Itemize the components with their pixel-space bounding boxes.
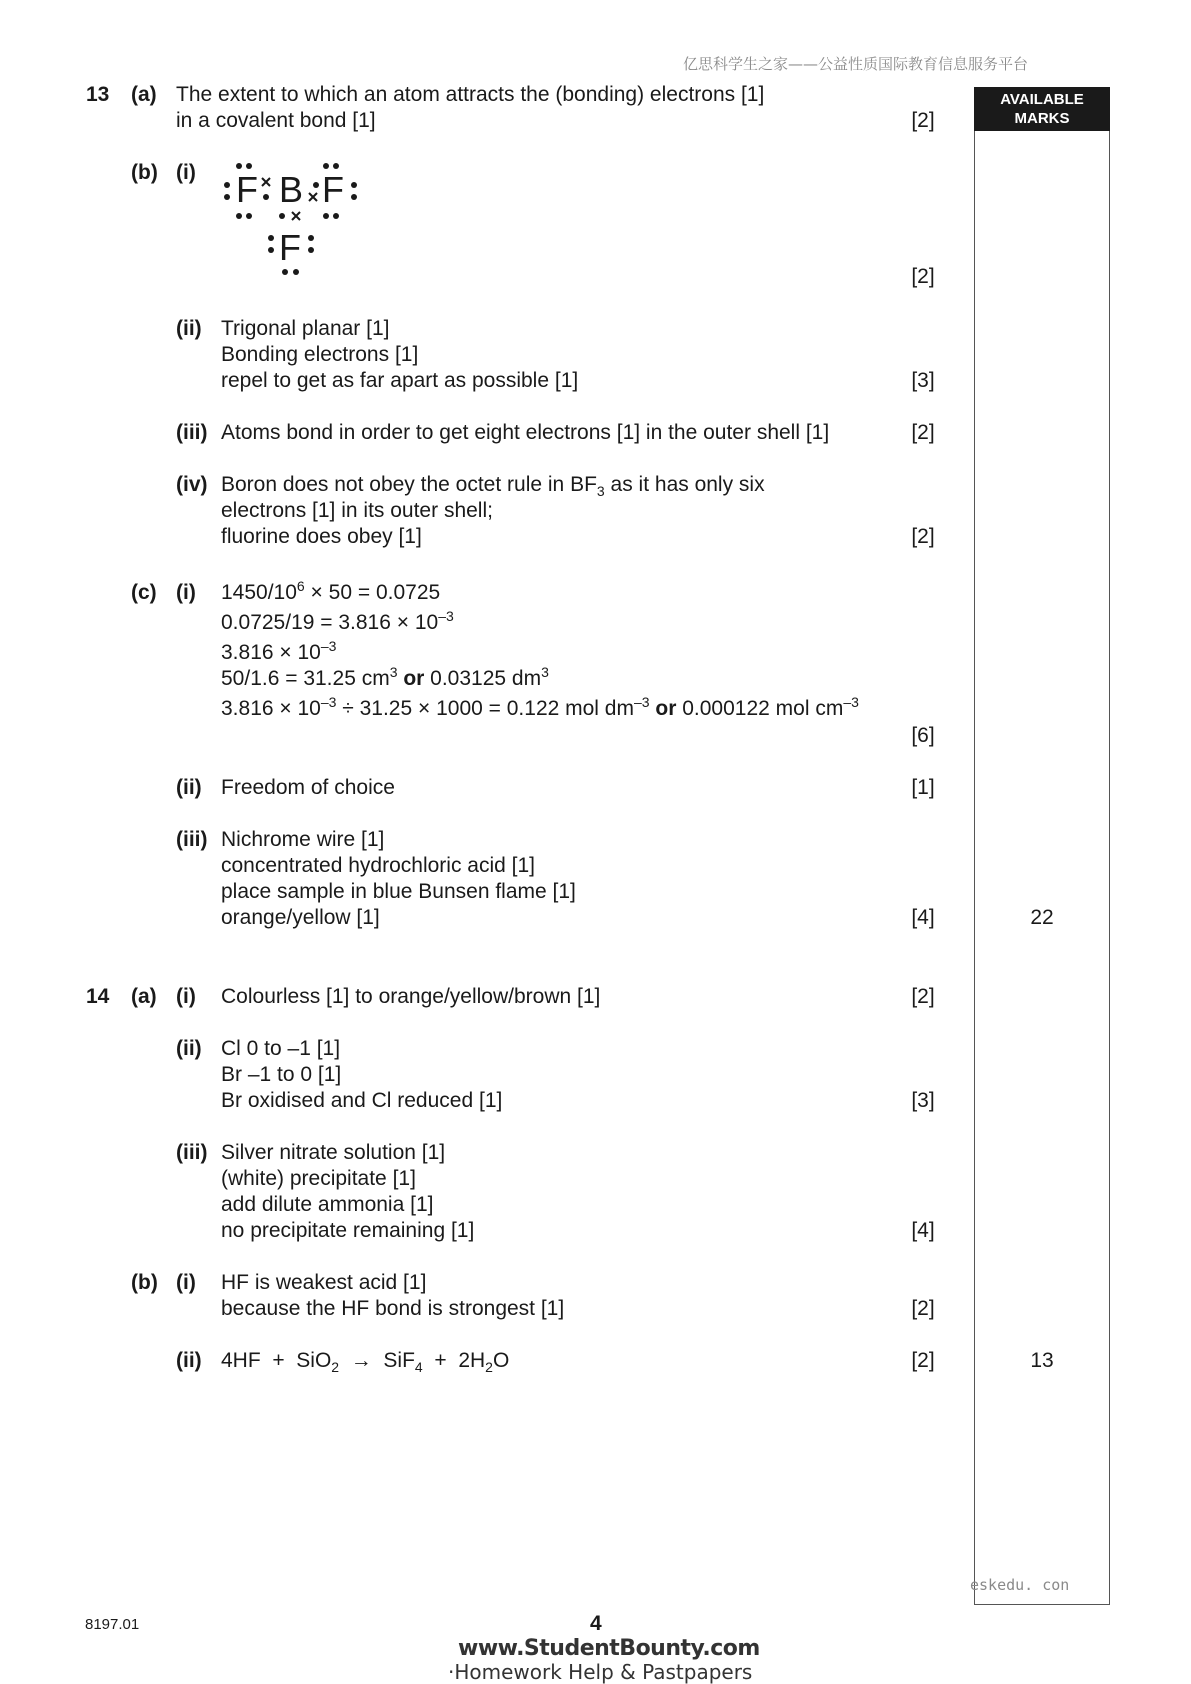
q13-biv-mark: [2] [911, 525, 935, 548]
q14-bii-mark: [2] [911, 1349, 935, 1372]
available-marks-column [974, 87, 1110, 1605]
available-marks-header [974, 87, 1110, 131]
q13-a-label: (a) [131, 83, 157, 106]
q13-bii-mark: [3] [911, 369, 935, 392]
q14-aii-label: (ii) [176, 1037, 202, 1060]
q13-bii-line3: repel to get as far apart as possible [1] [221, 369, 579, 392]
q13-biv-label: (iv) [176, 473, 208, 496]
q14-b-label: (b) [131, 1271, 158, 1294]
lewis-electrons [222, 160, 372, 280]
q13-ciii-line1: Nichrome wire [1] [221, 828, 385, 851]
q13-b-label: (b) [131, 161, 158, 184]
q13-a-line2: in a covalent bond [1] [176, 109, 376, 132]
q14-aiii-line4: no precipitate remaining [1] [221, 1219, 475, 1242]
watermark-eskedu: eskedu. con [970, 1576, 1070, 1594]
q14-number: 14 [86, 985, 110, 1008]
q14-a-label: (a) [131, 985, 157, 1008]
q13-bi-mark: [2] [911, 265, 935, 288]
q13-ci-line4: 50/1.6 = 31.25 $cm^3$ or 0.03125 $dm^3$ [221, 664, 549, 690]
q13-c-label: (c) [131, 581, 157, 604]
q13-cii-line: Freedom of choice [221, 776, 395, 799]
q14-ai-label: (i) [176, 985, 196, 1008]
q14-bii-equation: $4HF + SiO_2 \to SiF_4 + 2H_2O$ [221, 1349, 510, 1376]
available-marks-header-line2: MARKS [1014, 110, 1070, 127]
lewis-structure-bf3 [222, 160, 372, 280]
q13-ci-line1: $1450/10^6 \times 50 = 0.0725$ [221, 578, 441, 604]
q13-ci-line5: $3.816 \times 10^{-3} \div 31.25 \times 1000 = 0.122$ mol $dm^{-3}$ or 0.000122 mol $cm^{-3}$ [221, 694, 859, 720]
paper-code: 8197.01 [85, 1616, 140, 1633]
q14-bi-label: (i) [176, 1271, 196, 1294]
q14-aii-line1: Cl 0 to –1 [1] [221, 1037, 341, 1060]
q14-ai-mark: [2] [911, 985, 935, 1008]
lewis-atom-f-bottom: F [279, 227, 301, 268]
watermark-header: 亿思科学生之家——公益性质国际教育信息服务平台 [683, 55, 1029, 73]
q14-aiii-line2: (white) precipitate [1] [221, 1167, 416, 1190]
q13-biii-mark: [2] [911, 421, 935, 444]
lewis-atom-b: B [279, 169, 304, 210]
q14-bi-line1: HF is weakest acid [1] [221, 1271, 427, 1294]
q14-bi-line2: because the HF bond is strongest [1] [221, 1297, 565, 1320]
q14-available-marks: 13 [1030, 1349, 1054, 1372]
studentbounty-tagline: ·Homework Help & Pastpapers [448, 1660, 753, 1684]
q14-aiii-mark: [4] [911, 1219, 935, 1242]
q14-aii-line3: Br oxidised and Cl reduced [1] [221, 1089, 503, 1112]
q13-available-marks: 22 [1030, 906, 1054, 929]
q13-biii-line: Atoms bond in order to get eight electrons [1] in the outer shell [1] [221, 421, 830, 444]
lewis-atom-f-right: F [322, 169, 344, 210]
q13-ciii-label: (iii) [176, 828, 208, 851]
q13-ci-label: (i) [176, 581, 196, 604]
q14-bi-mark: [2] [911, 1297, 935, 1320]
q13-cii-label: (ii) [176, 776, 202, 799]
q14-ai-line: Colourless [1] to orange/yellow/brown [1] [221, 985, 601, 1008]
q13-bi-label: (i) [176, 161, 196, 184]
q13-ciii-mark: [4] [911, 906, 935, 929]
q13-biv-line2: electrons [1] in its outer shell; [221, 499, 493, 522]
q14-aii-line2: Br –1 to 0 [1] [221, 1063, 342, 1086]
q13-cii-mark: [1] [911, 776, 935, 799]
available-marks-header-line1: AVAILABLE [1000, 91, 1084, 108]
studentbounty-logo: www.StudentBounty.com [458, 1636, 760, 1661]
q13-a-mark: [2] [911, 109, 935, 132]
q13-ci-mark: [6] [911, 724, 935, 747]
q13-bii-label: (ii) [176, 317, 202, 340]
q13-biv-line1: Boron does not obey the octet rule in $BF_3$ as it has only six [221, 473, 765, 500]
page-number: 4 [590, 1612, 602, 1635]
q13-biv-line3: fluorine does obey [1] [221, 525, 422, 548]
q13-bii-line1: Trigonal planar [1] [221, 317, 390, 340]
q13-bii-line2: Bonding electrons [1] [221, 343, 419, 366]
q13-biii-label: (iii) [176, 421, 208, 444]
lewis-atom-f-left: F [236, 169, 258, 210]
q13-ciii-line3: place sample in blue Bunsen flame [1] [221, 880, 576, 903]
q14-aii-mark: [3] [911, 1089, 935, 1112]
q14-aiii-line3: add dilute ammonia [1] [221, 1193, 434, 1216]
q13-ci-line2: $0.0725/19 = 3.816 \times 10^{-3}$ [221, 608, 454, 634]
q13-ci-line3: $3.816 \times 10^{-3}$ [221, 638, 337, 664]
q13-ciii-line2: concentrated hydrochloric acid [1] [221, 854, 536, 877]
q14-aiii-line1: Silver nitrate solution [1] [221, 1141, 446, 1164]
q14-aiii-label: (iii) [176, 1141, 208, 1164]
q13-a-line1: The extent to which an atom attracts the (bonding) electrons [1] [176, 83, 765, 106]
q13-number: 13 [86, 83, 110, 106]
q14-bii-label: (ii) [176, 1349, 202, 1372]
q13-ciii-line4: orange/yellow [1] [221, 906, 380, 929]
